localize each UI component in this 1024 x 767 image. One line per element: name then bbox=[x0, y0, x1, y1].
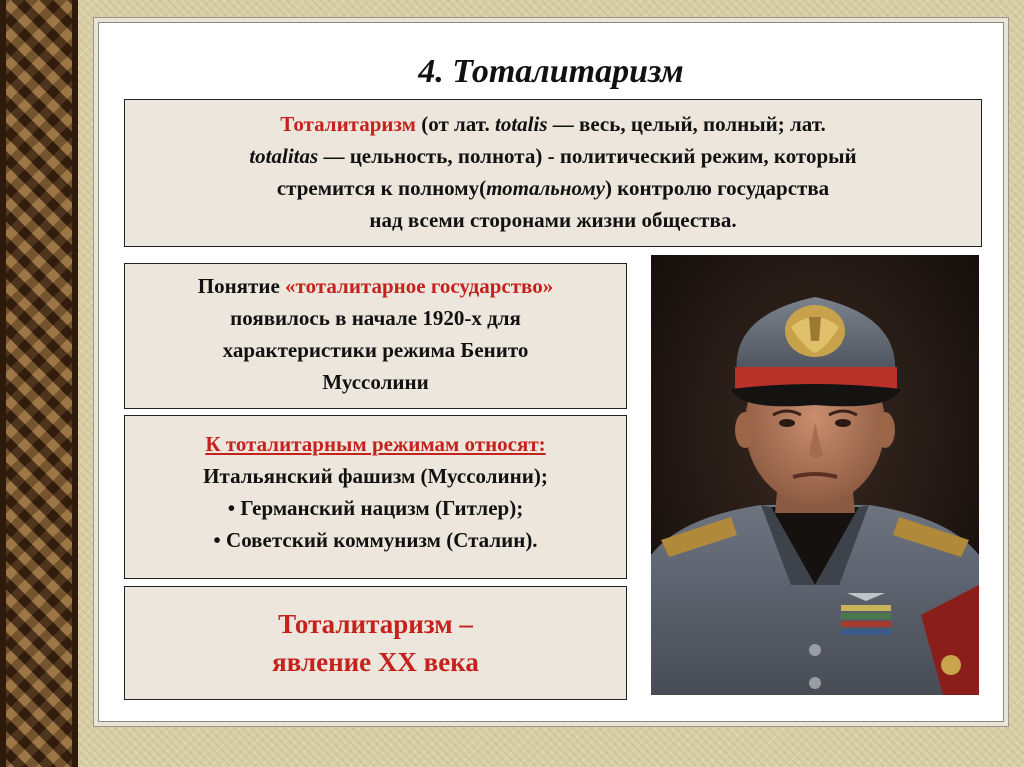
regimes-box bbox=[124, 415, 627, 579]
concept-box bbox=[124, 263, 627, 409]
concept-line-3: характеристики режима Бенито bbox=[222, 338, 529, 362]
slide-title: 4. Тоталитаризм bbox=[418, 53, 684, 90]
definition-text: — цельность, полнота) - политический режим, который bbox=[318, 144, 857, 168]
definition-italic-word: тотальному bbox=[486, 176, 605, 200]
latin-word-totalitas: totalitas bbox=[249, 144, 319, 168]
conclusion-line-2: явление XX века bbox=[272, 647, 479, 677]
conclusion-box bbox=[124, 586, 627, 700]
definition-text: (от лат. bbox=[415, 112, 495, 136]
definition-text: стремится к полному( bbox=[276, 176, 487, 200]
concept-line-4: Муссолини bbox=[322, 370, 429, 394]
regime-item: • Германский нацизм (Гитлер); bbox=[227, 496, 524, 520]
slide bbox=[98, 22, 1004, 722]
concept-line-1 bbox=[125, 270, 626, 302]
concept-prefix: Понятие bbox=[197, 274, 286, 298]
definition-line-3 bbox=[125, 172, 981, 204]
regime-item: • Советский коммунизм (Сталин). bbox=[213, 528, 538, 552]
portrait-illustration bbox=[651, 255, 979, 695]
decorative-border bbox=[0, 0, 78, 767]
regimes-heading: К тоталитарным режимам относят: bbox=[205, 432, 546, 456]
portrait-photo bbox=[651, 255, 979, 695]
definition-box bbox=[124, 99, 982, 247]
definition-text: — весь, целый, полный; лат. bbox=[547, 112, 826, 136]
definition-line-1 bbox=[125, 108, 981, 140]
latin-word-totalis: totalis bbox=[495, 112, 548, 136]
definition-term: Тоталитаризм bbox=[280, 112, 416, 136]
definition-text: ) контролю государства bbox=[604, 176, 830, 200]
concept-term: «тоталитарное государство» bbox=[285, 274, 554, 298]
concept-line-2: появилось в начале 1920-х для bbox=[230, 306, 521, 330]
conclusion-line-1: Тоталитаризм – bbox=[278, 609, 473, 639]
regime-item: Итальянский фашизм (Муссолини); bbox=[203, 464, 548, 488]
definition-line-4: над всеми сторонами жизни общества. bbox=[369, 208, 737, 232]
definition-line-2 bbox=[125, 140, 981, 172]
